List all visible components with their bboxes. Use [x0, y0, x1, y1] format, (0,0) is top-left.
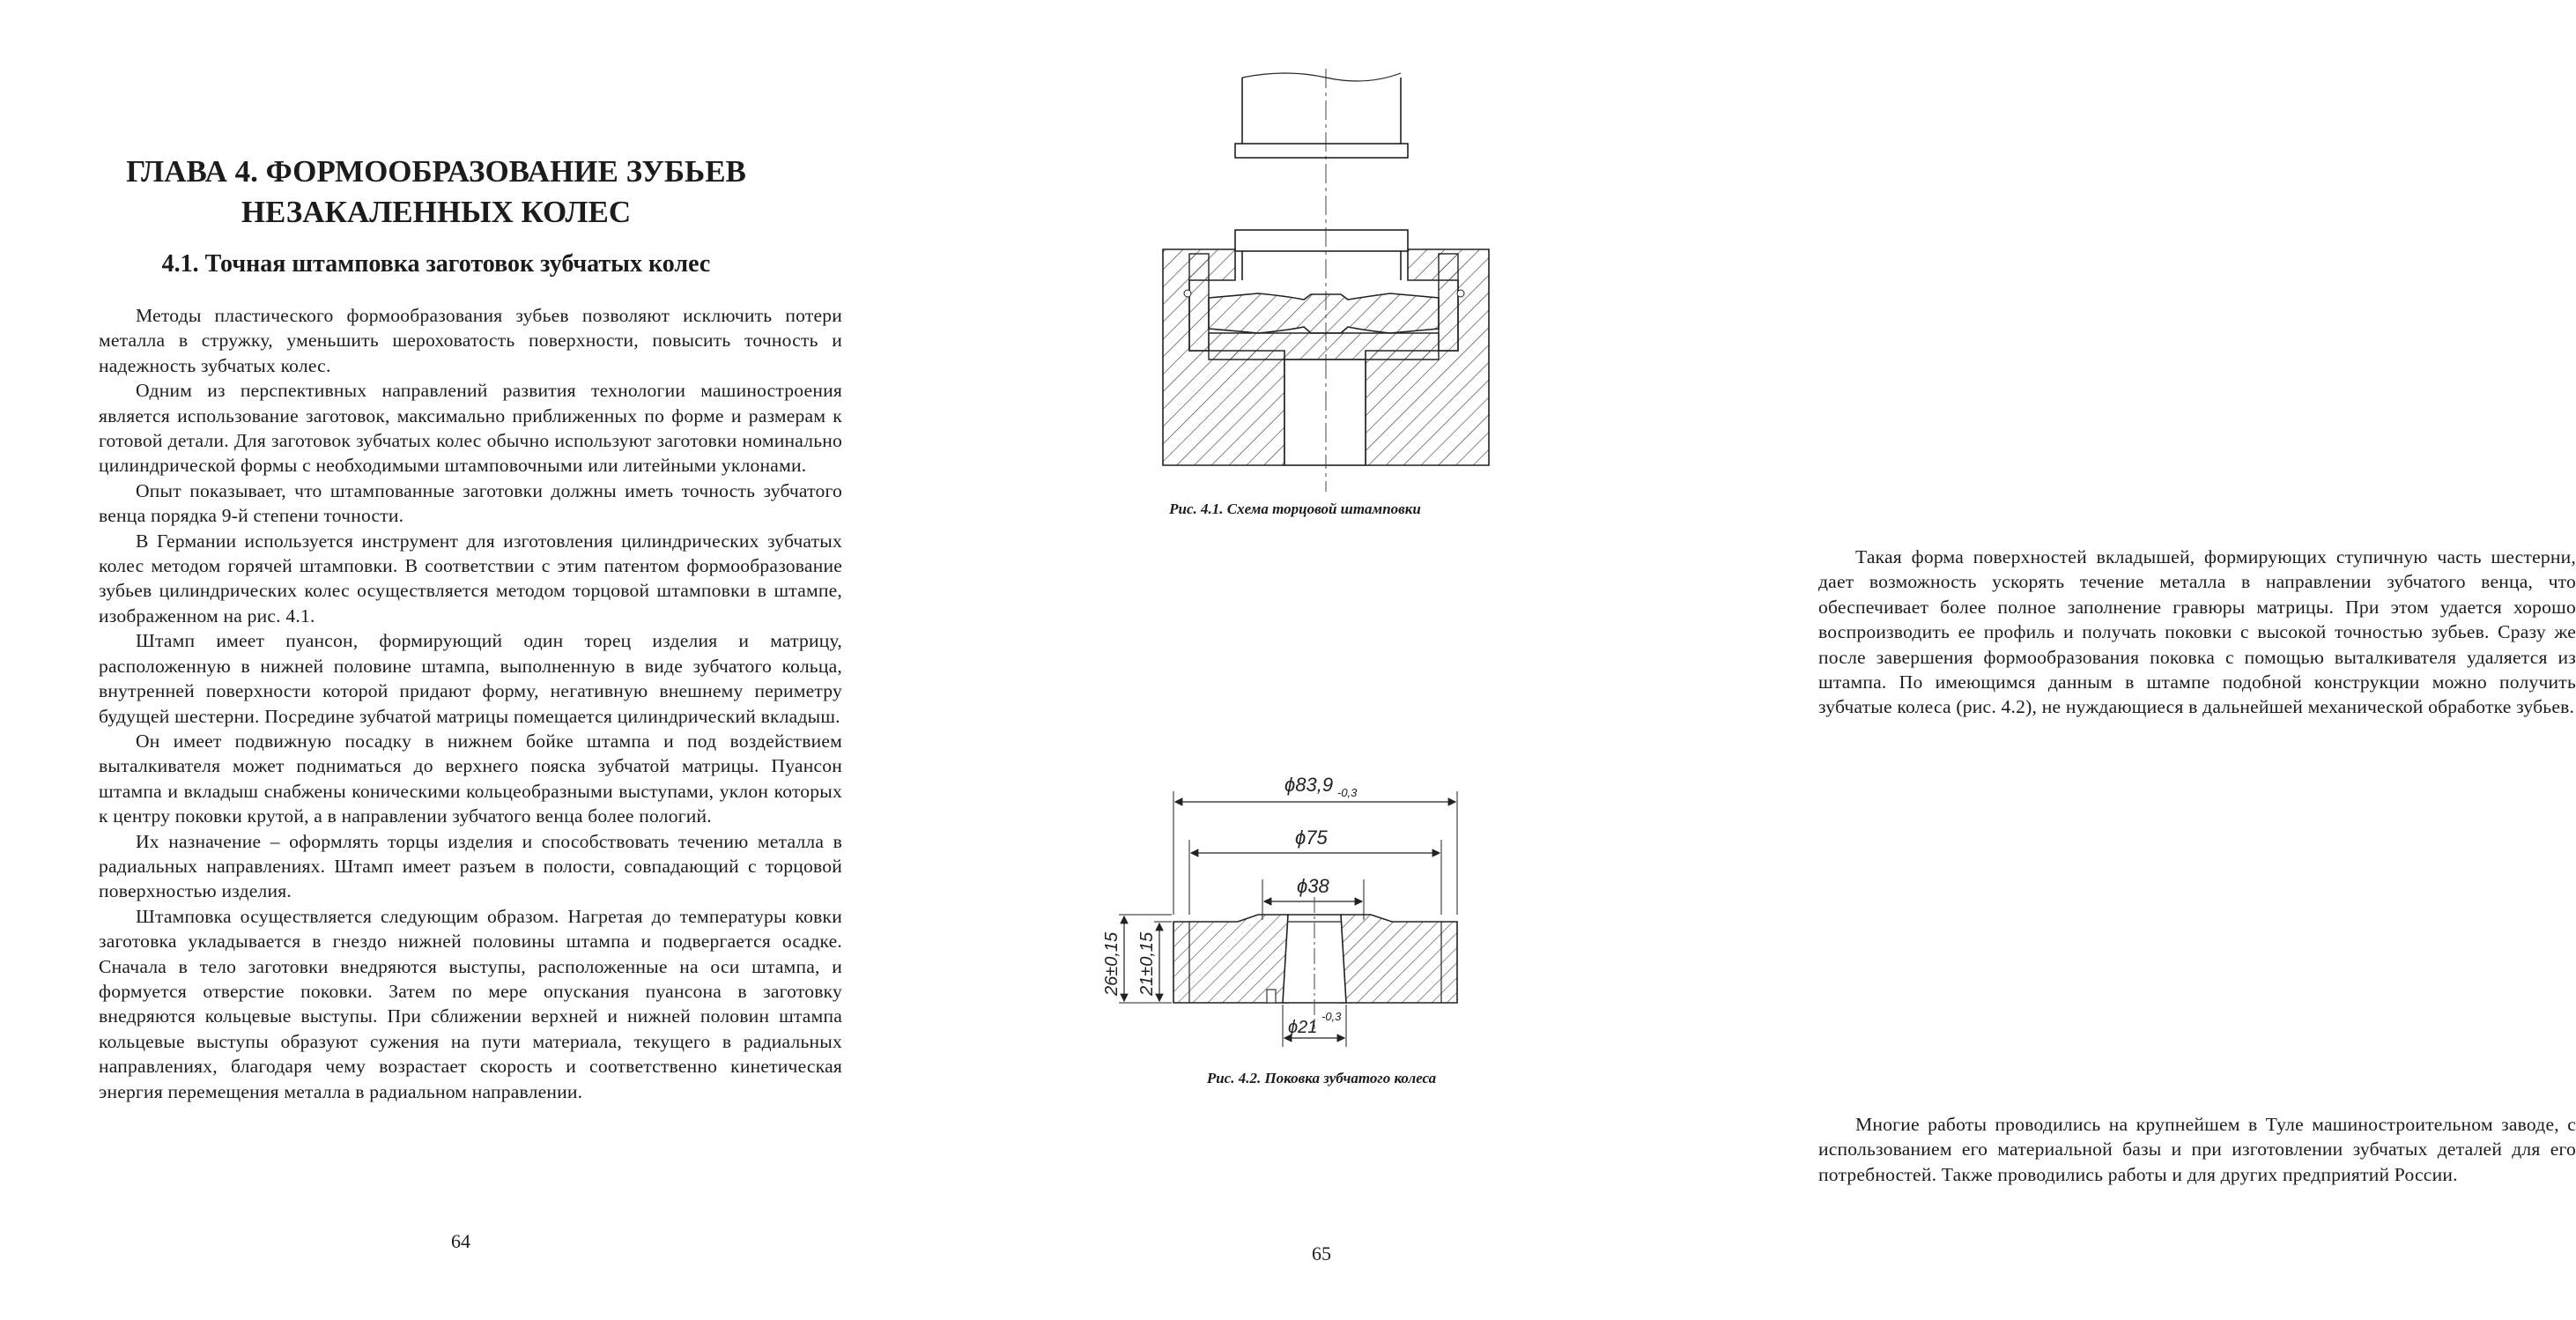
dimension-height-inner: 21±0,15: [1137, 931, 1157, 996]
paragraph: Такая форма поверхностей вкладышей, формирующих ступичную часть шестерни, дает возможность ускорять течение металла в направлении зубчатого венца, что обеспечивает более полное заполнение гравюры матрицы. При этом удается хорошо воспроизводить ее профиль и получать поковки с высокой точностью зубьев. Сразу же после завершения формообразования поковка с помощью выталкивателя удаляется из штампа. По имеющимся данным в штампе подобной конструкции можно получить зубчатые колеса (рис. 4.2), не нуждающиеся в дальнейшей механической обработке зубьев.: [1818, 546, 2576, 718]
chapter-title-line1: ГЛАВА 4. ФОРМООБРАЗОВАНИЕ ЗУБЬЕВ: [126, 154, 746, 189]
figure-4-2-gear-forging: [1101, 765, 1524, 1064]
paragraph: Многие работы проводились на крупнейшем в Туле машиностроительном заводе, с использованием его материальной базы и при изготовлении зубчатых деталей для его потребностей. Также проводились работы и для других предприятий России.: [1818, 1114, 2576, 1185]
section-title: 4.1. Точная штамповка заготовок зубчатых колес: [161, 250, 711, 278]
left-body-text: [99, 303, 842, 1104]
dimension-mid: ϕ75: [1295, 827, 1328, 849]
paragraph: Методы пластического формообразования зубьев позволяют исключить потери металла в стружку, уменьшить шероховатость поверхности, повысить точность и надежность зубчатых колес.: [99, 305, 842, 376]
right-page: [881, 0, 2576, 1320]
page-number: 65: [1312, 1242, 1331, 1264]
dimension-bore-tolerance: -0,3: [1321, 1010, 1342, 1023]
chapter-title-line2: НЕЗАКАЛЕННЫХ КОЛЕС: [241, 195, 632, 229]
figure-4-1-die-schematic: [1154, 69, 1498, 492]
paragraph: Опыт показывает, что штампованные заготовки должны иметь точность зубчатого венца порядка 9-й степени точности.: [99, 479, 842, 527]
paragraph: Одним из перспективных направлений развития технологии машиностроения является использование заготовок, максимально приближенных по форме и размерам к готовой детали. Для заготовок зубчатых колес обычно используют заготовки номинально цилиндрической формы с необходимыми штамповочными или литейными уклонами.: [99, 380, 842, 477]
right-body-text-bottom: [1818, 1112, 2576, 1187]
paragraph: Штамп имеет пуансон, формирующий один торец изделия и матрицу, расположенную в нижней половине штампа, выполненную в виде зубчатого кольца, внутренней поверхности которой придают форму, негативную внешнему периметру будущей шестерни. Посредине зубчатой матрицы помещается цилиндрический вкладыш.: [99, 630, 842, 727]
dimension-height-total: 26±0,15: [1102, 931, 1121, 996]
dimension-inner: ϕ38: [1297, 875, 1329, 897]
chapter-title: [88, 152, 784, 233]
paragraph: В Германии используется инструмент для изготовления цилиндрических зубчатых колес методом горячей штамповки. В соответствии с этим патентом формообразование зубьев цилиндрических колес осуществляется методом торцовой штамповки в штампе, изображенном на рис. 4.1.: [99, 530, 842, 627]
paragraph: Их назначение – оформлять торцы изделия и способствовать течению металла в радиальных направлениях. Штамп имеет разъем в полости, совпадающий с торцовой поверхностью изделия.: [99, 830, 842, 902]
figure-4-2-caption: Рис. 4.2. Поковка зубчатого колеса: [1206, 1070, 1437, 1086]
page-number: 64: [451, 1230, 470, 1252]
paragraph: Штамповка осуществляется следующим образом. Нагретая до температуры ковки заготовка укладывается в гнездо нижней половины штампа и подвергается осадке. Сначала в тело заготовки внедряются выступы, расположенные на оси штампа, и формуется отверстие поковки. Затем по мере опускания пуансона в заготовку внедряются кольцевые выступы. При сближении верхней и нижней половин штампа кольцевые выступы образуют сужения на пути материала, текущего в радиальных направлениях, благодаря чему возрастает скорость и соответственно кинетическая энергия перемещения металла в радиальном направлении.: [99, 905, 842, 1102]
paragraph: Он имеет подвижную посадку в нижнем бойке штампа и под воздействием выталкивателя может подниматься до верхнего пояска зубчатой матрицы. Пуансон штампа и вкладыш снабжены коническими кольцеобразными выступами, уклон которых к центру поковки крутой, а в направлении зубчатого венца более пологий.: [99, 730, 842, 827]
figure-4-1-caption: Рис. 4.1. Схема торцовой штамповки: [1169, 501, 1421, 517]
dimension-outer-tolerance: -0,3: [1337, 786, 1358, 799]
dimension-bore: ϕ21: [1288, 1018, 1318, 1037]
dimension-outer: ϕ83,9: [1284, 774, 1334, 796]
right-body-text-top: [1818, 545, 2576, 720]
left-page: [0, 0, 881, 1320]
